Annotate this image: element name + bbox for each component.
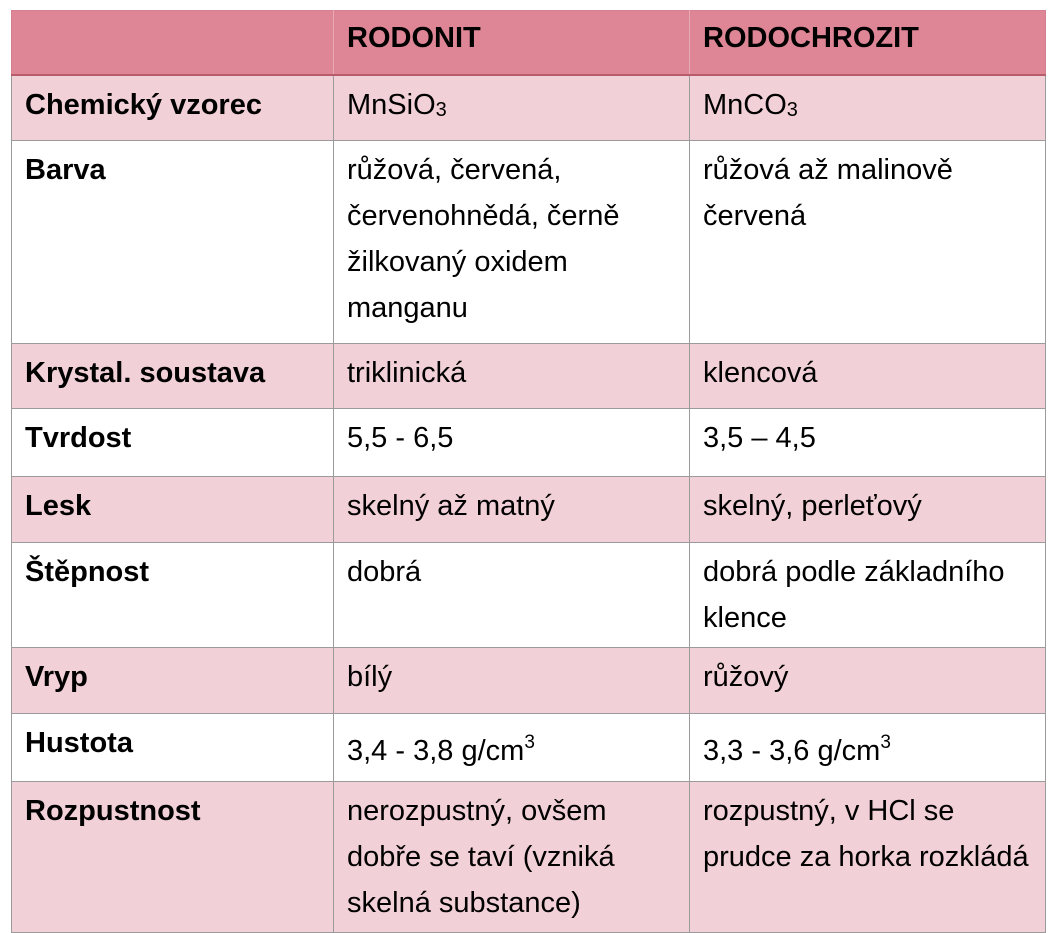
formula-text: MnSiO [347,89,436,121]
cell-rodochrozit: rozpustný, v HCl se prudce za horka rozkládá [690,781,1046,932]
table-row [12,781,1046,932]
header-cell-empty [12,11,334,76]
row-label: Lesk [12,476,334,542]
cell-rodonit: triklinická [334,343,690,408]
cell-rodochrozit [690,75,1046,140]
row-label: Vryp [12,647,334,713]
table-header-row [12,11,1046,76]
cell-rodochrozit: klencová [690,343,1046,408]
row-label: Rozpustnost [12,781,334,932]
cell-rodonit: skelný až matný [334,476,690,542]
density-superscript: 3 [880,731,891,753]
table-row [12,542,1046,647]
cell-rodochrozit: skelný, perleťový [690,476,1046,542]
formula-subscript: 3 [435,99,447,121]
cell-rodochrozit: růžový [690,647,1046,713]
row-label: Barva [12,140,334,343]
mineral-comparison-table [11,10,1046,933]
row-label: Krystal. soustava [12,343,334,408]
formula-text: MnCO [703,89,787,121]
cell-rodonit [334,75,690,140]
table-row [12,140,1046,343]
cell-rodochrozit [690,713,1046,781]
row-label: Tvrdost [12,408,334,476]
density-text: 3,3 - 3,6 g/cm [703,734,881,767]
table-row [12,408,1046,476]
table-row [12,713,1046,781]
density-text: 3,4 - 3,8 g/cm [347,734,525,767]
header-cell-rodonit: RODONIT [334,11,690,76]
cell-rodonit: 5,5 - 6,5 [334,408,690,476]
header-cell-rodochrozit: RODOCHROZIT [690,11,1046,76]
cell-rodonit: růžová, červená, červenohnědá, černě žilkovaný oxidem manganu [334,140,690,343]
cell-rodochrozit: růžová až malinově červená [690,140,1046,343]
table-row [12,476,1046,542]
cell-rodonit: dobrá [334,542,690,647]
cell-rodonit: nerozpustný, ovšem dobře se taví (vzniká skelná substance) [334,781,690,932]
cell-rodochrozit: dobrá podle základního klence [690,542,1046,647]
table-row [12,75,1046,140]
cell-rodonit [334,713,690,781]
table-row [12,343,1046,408]
row-label: Štěpnost [12,542,334,647]
cell-rodochrozit: 3,5 – 4,5 [690,408,1046,476]
cell-rodonit: bílý [334,647,690,713]
row-label: Hustota [12,713,334,781]
table-row [12,647,1046,713]
density-superscript: 3 [524,731,535,753]
formula-subscript: 3 [786,99,798,121]
row-label: Chemický vzorec [12,75,334,140]
